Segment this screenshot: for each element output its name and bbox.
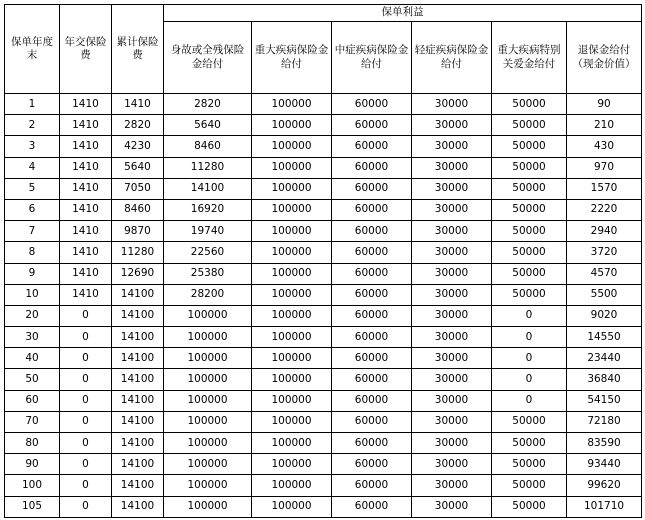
cell-critical-illness: 100000 — [252, 327, 332, 348]
cell-mild-illness: 30000 — [412, 454, 492, 475]
cell-moderate-illness: 60000 — [332, 433, 412, 454]
cell-cumulative-premium: 5640 — [112, 157, 164, 178]
cell-annual-premium: 1410 — [60, 242, 112, 263]
cell-critical-illness: 100000 — [252, 263, 332, 284]
cell-critical-illness: 100000 — [252, 242, 332, 263]
cell-policy-year-end: 100 — [5, 475, 60, 496]
cell-annual-premium: 1410 — [60, 178, 112, 199]
cell-mild-illness: 30000 — [412, 115, 492, 136]
cell-cumulative-premium: 14100 — [112, 369, 164, 390]
cell-critical-illness: 100000 — [252, 94, 332, 115]
cell-annual-premium: 0 — [60, 411, 112, 432]
cell-death-or-total-disability: 100000 — [164, 433, 252, 454]
cell-policy-year-end: 4 — [5, 157, 60, 178]
table-row — [5, 178, 642, 199]
cell-moderate-illness: 60000 — [332, 115, 412, 136]
cell-critical-illness: 100000 — [252, 115, 332, 136]
cell-special-care-benefit: 50000 — [492, 178, 567, 199]
cell-cumulative-premium: 14100 — [112, 433, 164, 454]
cell-annual-premium: 0 — [60, 433, 112, 454]
cell-death-or-total-disability: 100000 — [164, 369, 252, 390]
cell-surrender-cash-value: 430 — [567, 136, 642, 157]
cell-surrender-cash-value: 3720 — [567, 242, 642, 263]
cell-special-care-benefit: 50000 — [492, 199, 567, 220]
cell-policy-year-end: 1 — [5, 94, 60, 115]
cell-surrender-cash-value: 93440 — [567, 454, 642, 475]
table-row — [5, 136, 642, 157]
cell-annual-premium: 0 — [60, 496, 112, 517]
cell-death-or-total-disability: 100000 — [164, 411, 252, 432]
cell-critical-illness: 100000 — [252, 390, 332, 411]
cell-mild-illness: 30000 — [412, 390, 492, 411]
cell-death-or-total-disability: 2820 — [164, 94, 252, 115]
cell-mild-illness: 30000 — [412, 348, 492, 369]
cell-special-care-benefit: 50000 — [492, 454, 567, 475]
cell-annual-premium: 1410 — [60, 115, 112, 136]
cell-policy-year-end: 105 — [5, 496, 60, 517]
cell-moderate-illness: 60000 — [332, 263, 412, 284]
column-group-header-policy-benefits: 保单利益 — [164, 5, 642, 22]
cell-special-care-benefit: 50000 — [492, 496, 567, 517]
column-header-cumulative-premium: 累计保险费 — [112, 5, 164, 94]
cell-annual-premium: 1410 — [60, 136, 112, 157]
cell-special-care-benefit: 50000 — [492, 411, 567, 432]
cell-death-or-total-disability: 100000 — [164, 454, 252, 475]
cell-moderate-illness: 60000 — [332, 136, 412, 157]
cell-annual-premium: 0 — [60, 327, 112, 348]
cell-death-or-total-disability: 8460 — [164, 136, 252, 157]
cell-cumulative-premium: 2820 — [112, 115, 164, 136]
cell-critical-illness: 100000 — [252, 496, 332, 517]
cell-cumulative-premium: 4230 — [112, 136, 164, 157]
cell-critical-illness: 100000 — [252, 369, 332, 390]
cell-surrender-cash-value: 14550 — [567, 327, 642, 348]
cell-death-or-total-disability: 19740 — [164, 221, 252, 242]
cell-death-or-total-disability: 5640 — [164, 115, 252, 136]
table-row — [5, 475, 642, 496]
cell-special-care-benefit: 50000 — [492, 157, 567, 178]
cell-annual-premium: 1410 — [60, 284, 112, 305]
cell-special-care-benefit: 0 — [492, 305, 567, 326]
cell-death-or-total-disability: 14100 — [164, 178, 252, 199]
cell-cumulative-premium: 12690 — [112, 263, 164, 284]
cell-mild-illness: 30000 — [412, 157, 492, 178]
cell-moderate-illness: 60000 — [332, 496, 412, 517]
cell-special-care-benefit: 50000 — [492, 136, 567, 157]
cell-surrender-cash-value: 210 — [567, 115, 642, 136]
cell-moderate-illness: 60000 — [332, 221, 412, 242]
table-row — [5, 115, 642, 136]
cell-critical-illness: 100000 — [252, 475, 332, 496]
cell-special-care-benefit: 50000 — [492, 475, 567, 496]
cell-policy-year-end: 8 — [5, 242, 60, 263]
cell-mild-illness: 30000 — [412, 496, 492, 517]
column-header-annual-premium: 年交保险费 — [60, 5, 112, 94]
cell-death-or-total-disability: 28200 — [164, 284, 252, 305]
cell-death-or-total-disability: 100000 — [164, 496, 252, 517]
cell-policy-year-end: 40 — [5, 348, 60, 369]
cell-surrender-cash-value: 90 — [567, 94, 642, 115]
column-header-surrender-cash-value: 退保金给付（现金价值） — [567, 22, 642, 94]
table-row — [5, 94, 642, 115]
table-row — [5, 348, 642, 369]
cell-mild-illness: 30000 — [412, 136, 492, 157]
cell-policy-year-end: 20 — [5, 305, 60, 326]
table-row — [5, 411, 642, 432]
cell-special-care-benefit: 50000 — [492, 284, 567, 305]
cell-annual-premium: 1410 — [60, 94, 112, 115]
cell-special-care-benefit: 50000 — [492, 263, 567, 284]
cell-death-or-total-disability: 16920 — [164, 199, 252, 220]
cell-mild-illness: 30000 — [412, 305, 492, 326]
cell-death-or-total-disability: 11280 — [164, 157, 252, 178]
cell-moderate-illness: 60000 — [332, 157, 412, 178]
cell-surrender-cash-value: 2940 — [567, 221, 642, 242]
cell-special-care-benefit: 0 — [492, 348, 567, 369]
cell-policy-year-end: 5 — [5, 178, 60, 199]
cell-critical-illness: 100000 — [252, 305, 332, 326]
table-row — [5, 454, 642, 475]
cell-surrender-cash-value: 72180 — [567, 411, 642, 432]
cell-annual-premium: 0 — [60, 454, 112, 475]
cell-annual-premium: 0 — [60, 348, 112, 369]
cell-annual-premium: 0 — [60, 475, 112, 496]
cell-policy-year-end: 9 — [5, 263, 60, 284]
cell-mild-illness: 30000 — [412, 178, 492, 199]
cell-moderate-illness: 60000 — [332, 454, 412, 475]
table-row — [5, 242, 642, 263]
table-row — [5, 157, 642, 178]
cell-surrender-cash-value: 99620 — [567, 475, 642, 496]
cell-critical-illness: 100000 — [252, 136, 332, 157]
cell-policy-year-end: 2 — [5, 115, 60, 136]
cell-critical-illness: 100000 — [252, 178, 332, 199]
cell-annual-premium: 0 — [60, 305, 112, 326]
cell-mild-illness: 30000 — [412, 433, 492, 454]
cell-cumulative-premium: 14100 — [112, 284, 164, 305]
cell-mild-illness: 30000 — [412, 242, 492, 263]
cell-surrender-cash-value: 1570 — [567, 178, 642, 199]
cell-surrender-cash-value: 101710 — [567, 496, 642, 517]
table-group-header-row — [5, 5, 642, 22]
cell-mild-illness: 30000 — [412, 327, 492, 348]
column-header-mild-illness: 轻症疾病保险金给付 — [412, 22, 492, 94]
cell-death-or-total-disability: 22560 — [164, 242, 252, 263]
table-header — [5, 5, 642, 94]
cell-death-or-total-disability: 100000 — [164, 390, 252, 411]
cell-critical-illness: 100000 — [252, 284, 332, 305]
cell-special-care-benefit: 0 — [492, 390, 567, 411]
table-row — [5, 284, 642, 305]
cell-mild-illness: 30000 — [412, 221, 492, 242]
cell-surrender-cash-value: 2220 — [567, 199, 642, 220]
cell-special-care-benefit: 50000 — [492, 221, 567, 242]
cell-surrender-cash-value: 9020 — [567, 305, 642, 326]
cell-death-or-total-disability: 25380 — [164, 263, 252, 284]
cell-cumulative-premium: 1410 — [112, 94, 164, 115]
column-header-critical-illness: 重大疾病保险金给付 — [252, 22, 332, 94]
cell-cumulative-premium: 8460 — [112, 199, 164, 220]
column-header-special-care-benefit: 重大疾病特别关爱金给付 — [492, 22, 567, 94]
cell-moderate-illness: 60000 — [332, 199, 412, 220]
cell-policy-year-end: 30 — [5, 327, 60, 348]
cell-moderate-illness: 60000 — [332, 284, 412, 305]
cell-special-care-benefit: 0 — [492, 327, 567, 348]
cell-annual-premium: 1410 — [60, 199, 112, 220]
cell-policy-year-end: 90 — [5, 454, 60, 475]
cell-policy-year-end: 50 — [5, 369, 60, 390]
cell-surrender-cash-value: 4570 — [567, 263, 642, 284]
cell-special-care-benefit: 50000 — [492, 433, 567, 454]
cell-cumulative-premium: 14100 — [112, 454, 164, 475]
policy-benefit-table — [4, 4, 642, 518]
cell-policy-year-end: 3 — [5, 136, 60, 157]
cell-cumulative-premium: 14100 — [112, 305, 164, 326]
cell-moderate-illness: 60000 — [332, 348, 412, 369]
cell-moderate-illness: 60000 — [332, 305, 412, 326]
cell-surrender-cash-value: 23440 — [567, 348, 642, 369]
cell-death-or-total-disability: 100000 — [164, 305, 252, 326]
cell-moderate-illness: 60000 — [332, 327, 412, 348]
cell-annual-premium: 1410 — [60, 263, 112, 284]
cell-mild-illness: 30000 — [412, 94, 492, 115]
cell-mild-illness: 30000 — [412, 475, 492, 496]
cell-death-or-total-disability: 100000 — [164, 475, 252, 496]
cell-policy-year-end: 7 — [5, 221, 60, 242]
cell-cumulative-premium: 14100 — [112, 348, 164, 369]
cell-moderate-illness: 60000 — [332, 411, 412, 432]
cell-surrender-cash-value: 36840 — [567, 369, 642, 390]
table-row — [5, 305, 642, 326]
cell-cumulative-premium: 14100 — [112, 390, 164, 411]
column-header-policy-year-end: 保单年度末 — [5, 5, 60, 94]
cell-annual-premium: 1410 — [60, 221, 112, 242]
table-row — [5, 199, 642, 220]
cell-moderate-illness: 60000 — [332, 178, 412, 199]
cell-critical-illness: 100000 — [252, 348, 332, 369]
cell-mild-illness: 30000 — [412, 284, 492, 305]
cell-moderate-illness: 60000 — [332, 242, 412, 263]
cell-special-care-benefit: 50000 — [492, 94, 567, 115]
table-row — [5, 327, 642, 348]
cell-cumulative-premium: 14100 — [112, 475, 164, 496]
cell-mild-illness: 30000 — [412, 263, 492, 284]
table-row — [5, 221, 642, 242]
cell-surrender-cash-value: 5500 — [567, 284, 642, 305]
cell-surrender-cash-value: 83590 — [567, 433, 642, 454]
cell-special-care-benefit: 50000 — [492, 115, 567, 136]
column-header-moderate-illness: 中症疾病保险金给付 — [332, 22, 412, 94]
cell-critical-illness: 100000 — [252, 454, 332, 475]
cell-annual-premium: 0 — [60, 369, 112, 390]
cell-cumulative-premium: 14100 — [112, 496, 164, 517]
cell-policy-year-end: 6 — [5, 199, 60, 220]
cell-cumulative-premium: 9870 — [112, 221, 164, 242]
cell-moderate-illness: 60000 — [332, 390, 412, 411]
cell-cumulative-premium: 14100 — [112, 411, 164, 432]
table-row — [5, 433, 642, 454]
cell-policy-year-end: 10 — [5, 284, 60, 305]
cell-mild-illness: 30000 — [412, 411, 492, 432]
cell-mild-illness: 30000 — [412, 369, 492, 390]
table-row — [5, 496, 642, 517]
cell-death-or-total-disability: 100000 — [164, 327, 252, 348]
cell-policy-year-end: 80 — [5, 433, 60, 454]
cell-cumulative-premium: 7050 — [112, 178, 164, 199]
cell-moderate-illness: 60000 — [332, 475, 412, 496]
cell-policy-year-end: 60 — [5, 390, 60, 411]
column-header-death-or-total-disability: 身故或全残保险金给付 — [164, 22, 252, 94]
cell-mild-illness: 30000 — [412, 199, 492, 220]
cell-annual-premium: 0 — [60, 390, 112, 411]
cell-special-care-benefit: 0 — [492, 369, 567, 390]
cell-cumulative-premium: 14100 — [112, 327, 164, 348]
table-row — [5, 369, 642, 390]
table-row — [5, 390, 642, 411]
table-body — [5, 94, 642, 518]
cell-critical-illness: 100000 — [252, 157, 332, 178]
cell-annual-premium: 1410 — [60, 157, 112, 178]
cell-policy-year-end: 70 — [5, 411, 60, 432]
cell-critical-illness: 100000 — [252, 199, 332, 220]
cell-death-or-total-disability: 100000 — [164, 348, 252, 369]
cell-critical-illness: 100000 — [252, 433, 332, 454]
cell-moderate-illness: 60000 — [332, 369, 412, 390]
cell-moderate-illness: 60000 — [332, 94, 412, 115]
cell-surrender-cash-value: 54150 — [567, 390, 642, 411]
table-row — [5, 263, 642, 284]
cell-critical-illness: 100000 — [252, 221, 332, 242]
cell-special-care-benefit: 50000 — [492, 242, 567, 263]
cell-surrender-cash-value: 970 — [567, 157, 642, 178]
cell-cumulative-premium: 11280 — [112, 242, 164, 263]
cell-critical-illness: 100000 — [252, 411, 332, 432]
